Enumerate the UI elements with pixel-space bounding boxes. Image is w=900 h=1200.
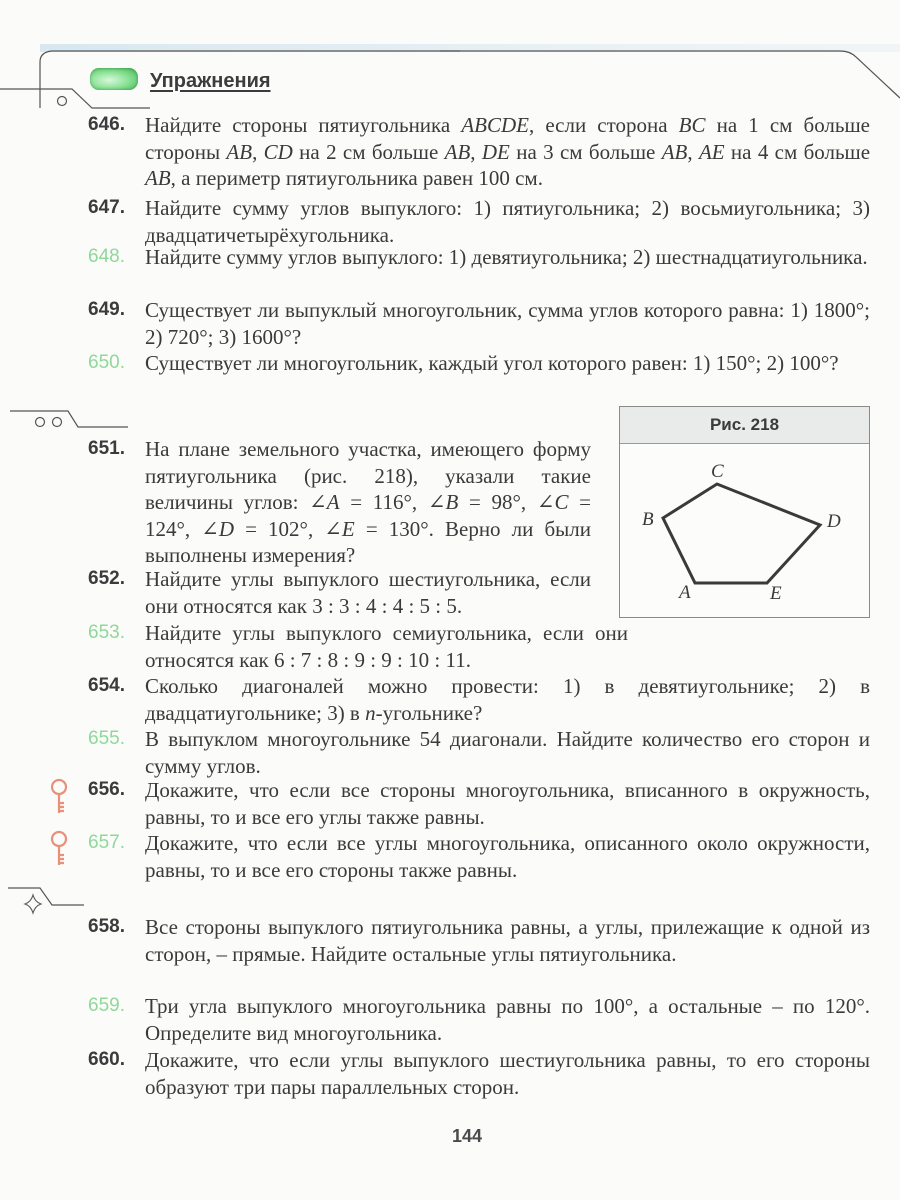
- exercise-text: Сколько диагоналей можно провести: 1) в девятиугольнике; 2) в двадцатиугольнике; 3) в n-угольнике?: [145, 674, 870, 725]
- exercise-659: [88, 993, 870, 1046]
- exercise-text: Все стороны выпуклого пятиугольника равны, а углы, прилежащие к одной из сторон, – прямые. Найдите остальные углы пятиугольника.: [145, 915, 870, 966]
- exercise-text: В выпуклом многоугольнике 54 диагонали. Найдите количество его сторон и сумму углов.: [145, 727, 870, 778]
- exercise-646: [88, 112, 870, 192]
- exercise-text: Докажите, что если углы выпуклого шестиугольника равны, то его стороны образуют три пары параллельных сторон.: [145, 1048, 870, 1099]
- exercise-text: На плане земельного участка, имеющего форму пятиугольника (рис. 218), указали такие величины углов: ∠A = 116°, ∠B = 98°, ∠C = 124°, ∠D = 102°, ∠E = 130°. Верно ли были выполнены измерения?: [145, 437, 592, 567]
- exercise-number: 653.: [88, 622, 125, 643]
- exercise-number: 660.: [88, 1049, 125, 1070]
- exercise-number: 649.: [88, 299, 125, 320]
- exercise-657: [88, 830, 870, 883]
- exercise-651: [88, 436, 591, 569]
- exercise-652: [88, 566, 591, 619]
- exercise-654: [88, 673, 870, 726]
- exercise-text: Докажите, что если все стороны многоугольника, вписанного в окружность, равны, то и все его углы также равны.: [145, 778, 870, 829]
- exercise-653: [88, 620, 628, 673]
- exercise-text: Существует ли многоугольник, каждый угол которого равен: 1) 150°; 2) 100°?: [145, 351, 839, 375]
- figure-caption: Рис. 218: [620, 407, 869, 444]
- exercise-text: Докажите, что если все углы многоугольника, описанного около окружности, равны, то и все его стороны также равны.: [145, 831, 870, 882]
- exercise-number: 650.: [88, 352, 125, 373]
- exercise-number: 656.: [88, 779, 125, 800]
- exercise-text: Найдите сумму углов выпуклого: 1) пятиугольника; 2) восьмиугольника; 3) двадцатичетырёхугольника.: [145, 196, 870, 247]
- exercise-658: [88, 914, 870, 967]
- exercise-649: [88, 297, 870, 350]
- exercise-number: 658.: [88, 916, 125, 937]
- exercise-660: [88, 1047, 870, 1100]
- level-1-marker: [58, 97, 67, 106]
- key-icon: [46, 777, 72, 817]
- header-badge-icon: [90, 68, 138, 90]
- exercise-number: 657.: [88, 832, 125, 853]
- vertex-label-d: D: [827, 511, 841, 532]
- exercise-number: 651.: [88, 438, 125, 459]
- vertex-label-a: A: [679, 582, 691, 603]
- vertex-label-e: E: [770, 583, 782, 604]
- exercise-656: [88, 777, 870, 830]
- exercise-number: 654.: [88, 675, 125, 696]
- exercise-648: [88, 244, 870, 271]
- figure-218: [619, 406, 870, 618]
- exercise-text: Найдите сумму углов выпуклого: 1) девятиугольника; 2) шестнадцатиугольника.: [145, 245, 868, 269]
- exercise-number: 652.: [88, 568, 125, 589]
- exercise-number: 647.: [88, 197, 125, 218]
- exercise-text: Три угла выпуклого многоугольника равны по 100°, а остальные – по 120°. Определите вид многоугольника.: [145, 994, 870, 1045]
- exercise-text: Найдите стороны пятиугольника ABCDE, если сторона BC на 1 см больше стороны AB, CD на 2 см больше AB, DE на 3 см больше AB, AE на 4 см больше AB, а периметр пятиугольника равен 100 см.: [145, 113, 871, 190]
- exercise-number: 655.: [88, 728, 125, 749]
- exercise-number: 648.: [88, 246, 125, 267]
- exercise-number: 646.: [88, 114, 125, 135]
- key-icon: [46, 829, 72, 869]
- exercise-number: 659.: [88, 995, 125, 1016]
- exercise-655: [88, 726, 870, 779]
- exercise-text: Существует ли выпуклый многоугольник, сумма углов которого равна: 1) 1800°; 2) 720°; 3) 1600°?: [145, 298, 870, 349]
- vertex-label-b: B: [642, 509, 654, 530]
- vertex-label-c: C: [711, 461, 724, 482]
- exercise-text: Найдите углы выпуклого шестиугольника, если они относятся как 3 : 3 : 4 : 4 : 5 : 5.: [145, 567, 591, 618]
- exercise-text: Найдите углы выпуклого семиугольника, если они относятся как 6 : 7 : 8 : 9 : 9 : 10 : 11.: [145, 621, 628, 672]
- page-number: 144: [452, 1126, 483, 1146]
- section-title: Упражнения: [150, 70, 271, 92]
- exercise-650: [88, 350, 870, 377]
- exercise-647: [88, 195, 870, 248]
- pentagon-diagram: [620, 407, 869, 617]
